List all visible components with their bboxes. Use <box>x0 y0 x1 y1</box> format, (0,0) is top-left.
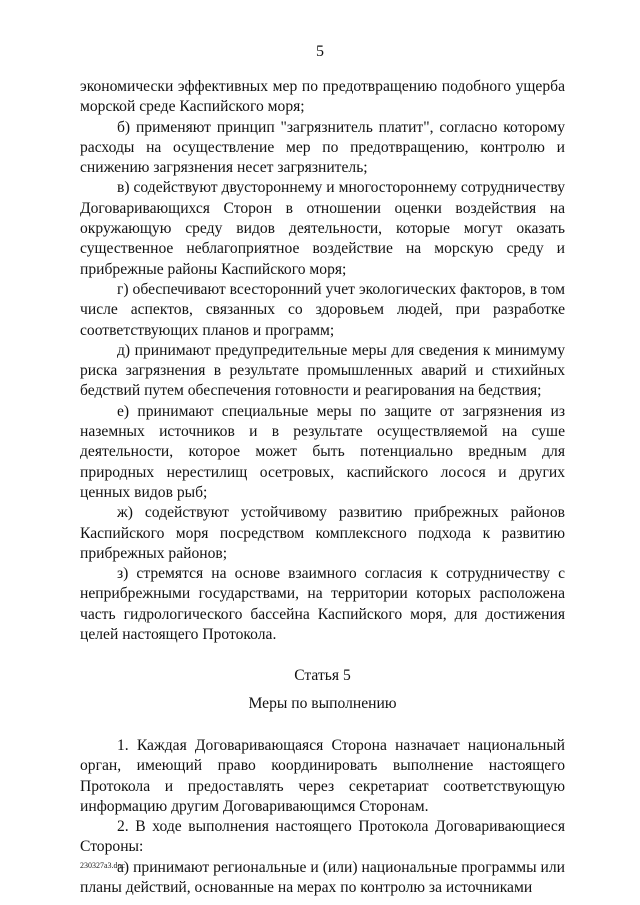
document-body <box>80 77 565 898</box>
list-item-zh: ж) содействуют устойчивому развитию прибрежных районов Каспийского моря посредством комплексного подхода к развитию прибрежных районов; <box>80 504 565 562</box>
page-number: 5 <box>316 43 324 60</box>
list-item-b: б) применяют принцип "загрязнитель платит", согласно которому расходы на осуществление мер по предотвращению, контролю и снижению загрязнения несет загрязнитель; <box>80 118 565 177</box>
article-title: Статья 5 <box>294 667 351 685</box>
list-item-z: з) стремятся на основе взаимного согласия к сотрудничеству с неприбрежными государствами, на территории которых расположена часть гидрологического бассейна Каспийского моря, для достижения целей настоящего Протокола. <box>80 565 565 644</box>
article-list-item-a: а) принимают региональные и (или) национальные программы или планы действий, основанные на мерах по контролю за источниками <box>80 858 565 896</box>
footer-file-name: 230327a3.doc <box>80 861 126 870</box>
list-item-d: д) принимают предупредительные меры для сведения к минимуму риска загрязнения в результате промышленных аварий и стихийных бедствий путем обеспечения готовности и реагирования на бедствия; <box>80 341 565 400</box>
article-paragraph-2: 2. В ходе выполнения настоящего Протокола Договаривающиеся Стороны: <box>80 818 565 856</box>
list-item-g: г) обеспечивают всесторонний учет экологических факторов, в том числе аспектов, связанных со здоровьем людей, при разработке соответствующих планов и программ; <box>80 280 565 339</box>
list-item-e: е) принимают специальные меры по защите от загрязнения из наземных источников и в результате осуществляемой на суше деятельности, которое может быть потенциально вредным для природных нерестилищ осетровых, каспийского лосося и других ценных видов рыб; <box>80 402 565 501</box>
paragraph: экономически эффективных мер по предотвращению подобного ущерба морской среде Каспийского моря; <box>80 78 565 116</box>
article-subtitle: Меры по выполнению <box>248 694 397 712</box>
article-paragraph-1: 1. Каждая Договаривающаяся Сторона назначает национальный орган, имеющий право координировать выполнение настоящего Протокола и предоставлять через секретариат соответствующую информацию другим Договаривающимся Сторонам. <box>80 736 565 815</box>
list-item-v: в) содействуют двустороннему и многостороннему сотрудничеству Договаривающихся Сторон в отношении оценки воздействия на окружающую среду видов деятельности, которые могут оказать существенное неблагоприятное воздействие на морскую среду и прибрежные районы Каспийского моря; <box>80 179 565 278</box>
